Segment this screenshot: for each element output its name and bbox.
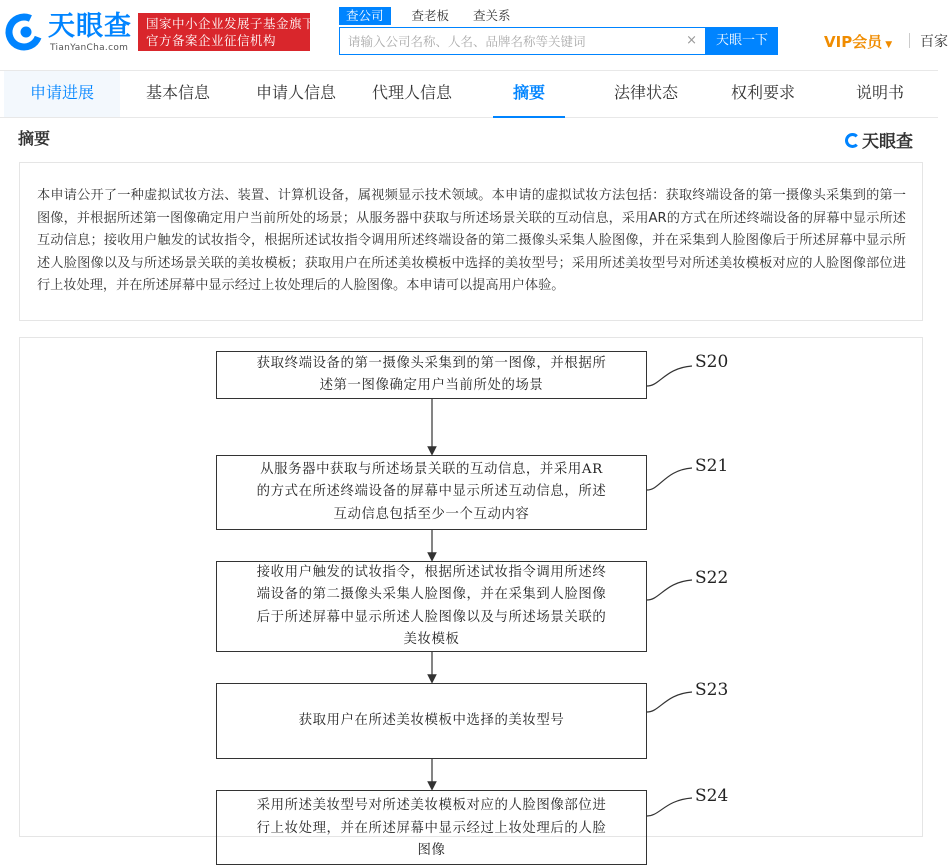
flow-step-text: 后于所述屏幕中显示所述人脸图像以及与所述场景关联的 bbox=[256, 609, 607, 625]
vip-label: VIP会员 bbox=[824, 33, 883, 51]
label-leader bbox=[647, 798, 692, 816]
tab-description[interactable]: 说明书 bbox=[855, 83, 904, 102]
logo-text: 天眼查 bbox=[48, 11, 132, 42]
section-brand-logo bbox=[845, 127, 913, 152]
flow-step-text: 从服务器中获取与所述场景关联的互动信息，并采用AR bbox=[260, 461, 603, 477]
header-divider bbox=[909, 33, 910, 48]
flow-step-text: 获取用户在所述美妆模板中选择的美妆型号 bbox=[298, 712, 565, 728]
abstract-text: 本申请公开了一种虚拟试妆方法、装置、计算机设备，属视频显示技术领域。本申请的虚拟试妆方法包括：获取终端设备的第一摄像头采集到的第一图像，并根据所述第一图像确定用户当前所处的场景；从服务器中获取与所述场景关联的互动信息，采用AR的方式在所述终端设备的屏幕中显示所述互动信息；接收用户触发的试妆指令，根据所述试妆指令调用所述终端设备的第二摄像头采集人脸图像，并在采集到人脸图像后于所述屏幕中显示所述人脸图像以及与所述场景关联的美妆模板；获取用户在所述美妆模板中选择的美妆型号；采用所述美妆型号对所述美妆模板对应的人脸图像部位进行上妆处理，并在所述屏幕中显示经过上妆处理后的人脸图像。本申请可以提高用户体验。 bbox=[19, 162, 923, 321]
search-type-tabs bbox=[339, 7, 528, 25]
search-box bbox=[339, 27, 706, 55]
section-brand-text: 天眼查 bbox=[862, 132, 913, 152]
caret-down-icon: ▼ bbox=[885, 40, 893, 50]
label-leader bbox=[647, 366, 692, 386]
flow-step-text: 美妆模板 bbox=[403, 632, 460, 647]
eye-logo-icon bbox=[845, 133, 860, 148]
section-title: 摘要 bbox=[18, 129, 51, 148]
flow-step-text: 互动信息包括至少一个互动内容 bbox=[333, 506, 530, 522]
badge-line-1: 国家中小企业发展子基金旗下 bbox=[146, 16, 316, 31]
abstract-figure bbox=[19, 337, 923, 858]
flow-step-text: 行上妆处理，并在所述屏幕中显示经过上妆处理后的人脸 bbox=[256, 820, 607, 836]
tab-applicant-info[interactable]: 申请人信息 bbox=[255, 83, 336, 102]
patent-tab-bar bbox=[0, 70, 938, 118]
header-more-link[interactable]: 百家 bbox=[920, 34, 948, 50]
logo-domain: TianYanCha.com bbox=[50, 43, 129, 53]
flow-step-s21 bbox=[216, 455, 647, 530]
flow-step-label: S22 bbox=[695, 568, 729, 588]
flow-step-label: S20 bbox=[695, 352, 729, 372]
flow-step-text: 图像 bbox=[417, 843, 446, 858]
tab-application-progress[interactable]: 申请进展 bbox=[4, 71, 120, 117]
flow-step-s24 bbox=[216, 790, 647, 865]
flow-step-s23 bbox=[216, 683, 647, 759]
label-leader bbox=[647, 580, 692, 600]
flow-step-text: 获取终端设备的第一摄像头采集到的第一图像，并根据所 bbox=[256, 355, 607, 371]
flow-step-text: 采用所述美妆型号对所述美妆模板对应的人脸图像部位进 bbox=[256, 798, 607, 813]
search-tab-boss[interactable]: 查老板 bbox=[411, 8, 450, 23]
flow-step-s20 bbox=[216, 351, 647, 399]
site-header bbox=[0, 0, 948, 70]
site-logo[interactable] bbox=[4, 10, 132, 54]
badge-line-2: 官方备案企业征信机构 bbox=[146, 33, 277, 48]
flow-step-s22 bbox=[216, 561, 647, 652]
clear-search-icon[interactable]: × bbox=[686, 33, 697, 48]
vip-member-menu[interactable] bbox=[824, 31, 892, 52]
eye-logo-icon bbox=[4, 10, 44, 50]
flow-step-text: 的方式在所述终端设备的屏幕中显示所述互动信息，所述 bbox=[256, 484, 607, 500]
tab-claims[interactable]: 权利要求 bbox=[730, 83, 795, 102]
tab-basic-info[interactable]: 基本信息 bbox=[145, 83, 210, 102]
tab-abstract[interactable]: 摘要 bbox=[471, 71, 587, 117]
flow-step-text: 述第一图像确定用户当前所处的场景 bbox=[319, 378, 544, 393]
tab-agent-info[interactable]: 代理人信息 bbox=[371, 83, 452, 102]
search-button[interactable]: 天眼一下 bbox=[706, 27, 778, 55]
flow-step-text: 接收用户触发的试妆指令，根据所述试妆指令调用所述终 bbox=[256, 564, 607, 580]
label-leader bbox=[647, 468, 692, 490]
flow-step-label: S24 bbox=[695, 786, 729, 806]
flow-step-label: S21 bbox=[695, 456, 729, 476]
flow-step-label: S23 bbox=[695, 680, 729, 700]
search-tab-company[interactable]: 查公司 bbox=[339, 7, 391, 25]
credential-badge[interactable] bbox=[138, 13, 316, 51]
label-leader bbox=[647, 692, 692, 712]
flow-step-text: 端设备的第二摄像头采集人脸图像，并在采集到人脸图像 bbox=[256, 587, 607, 602]
tab-legal-status[interactable]: 法律状态 bbox=[613, 83, 678, 102]
search-tab-relation[interactable]: 查关系 bbox=[473, 8, 511, 23]
search-input[interactable] bbox=[340, 28, 686, 54]
